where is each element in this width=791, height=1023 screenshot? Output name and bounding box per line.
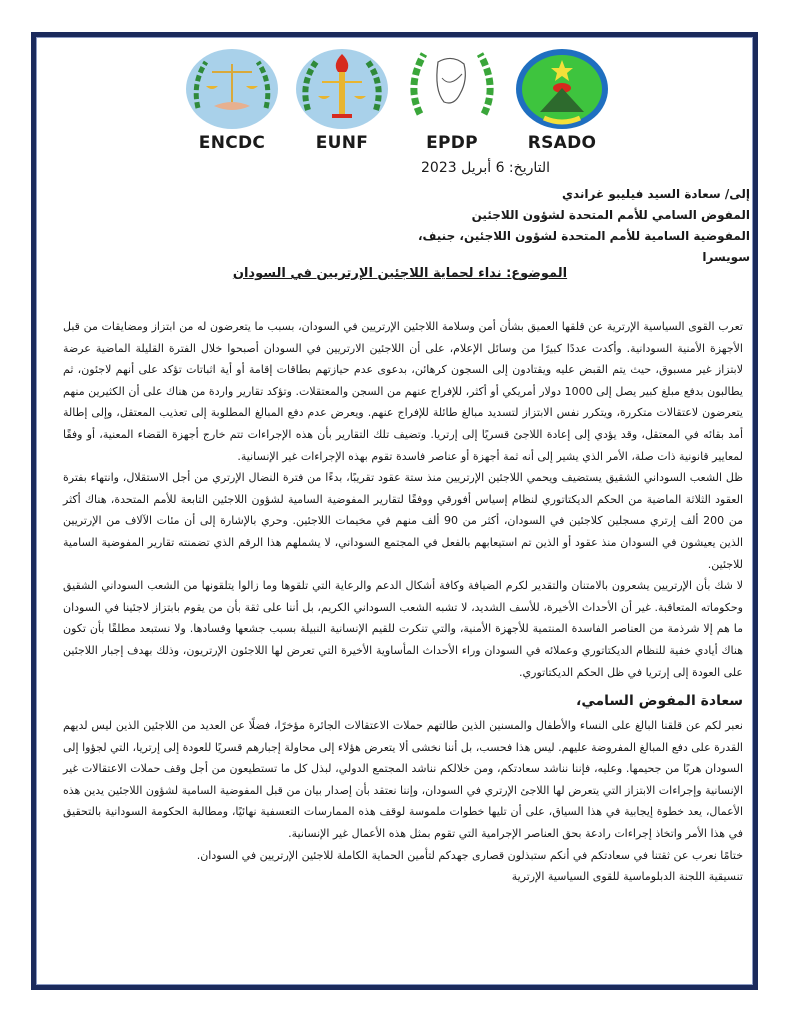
closing-paragraph: ختامًا نعرب عن ثقتنا في سعادتكم في أنكم ستبذلون قصارى جهدكم لتأمين الحماية الكاملة للاجئين الإرتريين في السودان.	[196, 848, 743, 862]
logo-label: EPDP	[426, 133, 478, 153]
recipient-address	[380, 184, 750, 268]
salutation: سعادة المفوض السامي،	[576, 693, 743, 710]
subject-text: الموضوع: نداء لحماية اللاجئين الإرتريين في السودان	[232, 266, 568, 281]
address-line: المفوضية السامية للأمم المتحدة لشؤون اللاجئين، جنيف، سويسرا	[417, 229, 750, 264]
logo-epdp	[402, 48, 502, 153]
body-paragraph: نعبر لكم عن قلقنا البالغ على النساء والأطفال والمسنين الذين طالتهم حملات الاعتقالات الجائرة مؤخرًا، فضلًا عن العديد من اللاجئين الذين ليس لديهم القدرة على دفع المبالغ المفروضة عليهم. ليس هذا فحسب، بل أننا نخشى ألا يتعرض هؤلاء إلى محاولة إجبارهم قسريًا للعودة إلى إرتريا، التي لجؤوا إلى السودان هربًا من جحيمها. وعليه، فإننا نناشد سعادتكم، ومن خلالكم نناشد المجتمع الدولي، لبذل كل ما تستطيعون من أجل وقف حملات الاعتقالات غير الإنسانية وإجراءات الابتزاز التي يتعرض لها اللاجئ الإرتري في السودان، وإننا نعتقد بأن إصدار بيان من قبل المفوضية السامية لشؤون اللاجئين يدين هذه الأعمال، يعد خطوة إيجابية في هذا السياق، على أن تليها خطوات ملموسة لوقف هذه الممارسات التعسفية نهائيًا، ومطالبة الحكومة السودانية بالتحقيق في هذا الأمر واتخاذ إجراءات رادعة بحق العناصر الإجرامية التي تقوم بمثل هذه الأعمال غير الإنسانية.	[63, 719, 743, 841]
logo-label: EUNF	[315, 133, 369, 153]
letter-date: التاريخ: 6 أبريل 2023	[421, 160, 550, 176]
logo-row	[182, 48, 622, 158]
letter-subject	[200, 266, 600, 281]
scales-handshake-wreath-emblem-icon	[184, 48, 280, 130]
logo-label: RSADO	[527, 133, 597, 153]
torch-scales-wreath-emblem-icon	[294, 48, 390, 130]
logo-eunf	[292, 48, 392, 153]
logo-rsado	[512, 48, 612, 153]
signature: تنسيقية اللجنة الدبلوماسية للقوى السياسية الإرترية	[511, 870, 743, 884]
address-line: المفوض السامي للأمم المتحدة لشؤون اللاجئين	[471, 208, 750, 222]
body-paragraph: لا شك بأن الإرتريين يشعرون بالامتنان والتقدير لكرم الضيافة وكافة أشكال الدعم والرعاية التي تلقوها وما زالوا يتلقونها من الشعب السوداني الشقيق وحكوماته المتعاقبة. غير أن الأحداث الأخيرة، للأسف الشديد، لا تشبه الشعب السوداني الكريم، بل أننا على ثقة بأن من يقوم بابتزاز لاجئينا في السودان ما هم إلا شرذمة من العناصر الفاسدة المنتمية للأجهزة الأمنية، والتي تنكرت للقيم الإنسانية النبيلة بسبب جشعها وفسادها. ولا نستبعد مطلقًا بأن تكون هناك أيادي خفية للنظام الديكتاتوري وعملائه في السودان وراء الأحداث المأساوية الأخيرة التي تعرض لها اللاجئون الإرتريون، وذلك بهدف إجبار اللاجئين على العودة إلى إرتريا في ظل الحكم الديكتاتوري.	[63, 579, 743, 679]
head-wreath-emblem-icon	[404, 48, 500, 130]
address-line: إلى/ سعادة السيد فيليبو غراندي	[561, 187, 750, 201]
body-paragraph: ظل الشعب السوداني الشقيق يستضيف ويحمي اللاجئين الإرتريين منذ ستة عقود تقريبًا، بدءًا من فترة النضال الإرتري من أجل الاستقلال، وانتهاء بفترة العقود الثلاثة الماضية من الحكم الديكتاتوري لنظام إسياس أفورقي ووفقًا لتقارير المفوضية السامية لشؤون اللاجئين التابعة للأمم المتحدة، هناك أكثر من 200 ألف إرتري مسجلين كلاجئين في السودان، أكثر من 90 ألف منهم في مخيمات اللاجئين. وحري بالإشارة إلى أن مئات الآلاف من الإرتريين الذين يعيشون في السودان منذ عقود أو الذين تم استيعابهم بالفعل في المجتمع السوداني، لا يشملهم هذا الرقم الذي تضمنته تقارير المفوضية السامية للاجئين.	[63, 471, 743, 571]
logo-label: ENCDC	[198, 133, 266, 153]
letter-body	[63, 316, 743, 888]
logo-encdc	[182, 48, 282, 153]
body-paragraph: تعرب القوى السياسية الإرترية عن قلقها العميق بشأن أمن وسلامة اللاجئين الإرتريين في السودان، بسبب ما يتعرضون له من ابتزاز ومضايقات من قبل الأجهزة الأمنية السودانية. وأكدت عددًا كبيرًا من وسائل الإعلام، على أن اللاجئين الارتريين في السودان أصبحوا خلال الفترة القليلة الماضية عرضة لابتزاز غير مسبوق، حيث يتم القبض عليه ويقتادون إلى السجون كرهائن، بدعوى عدم حيازتهم بطاقات إقامة أو أية اثباتات تؤكد على أنهم لاجئون، ثم يطالبون بدفع مبلغ كبير يصل إلى 1000 دولار أمريكي أو أكثر، للإفراج عنهم من السجن والمعتقلات. وتؤكد تقارير واردة من هناك على أن الكثيرين منهم يتعرضون لاعتقالات متكررة، ويتكرر نفس الابتزاز لتسديد مبالغ طائلة للإفراج عنهم. ويعرض عدم دفع المبالغ المطلوبة إلى تعذيب المعتقل، وإلى إطالة أمد بقائه في المعتقل، وقد يؤدي إلى إعادة اللاجئ قسريًا إلى إرتريا. وتضيف تلك التقارير بأن هذه الإجراءات تتم خارج أجهزة القضاء المعنية، أو وفقًا لمعايير قانونية ذات صلة، الأمر الذي يشير إلى أنه ثمة أجهزة أو عناصر فاسدة تقوم بهذه الإجراءات غير الإنسانية.	[63, 320, 743, 463]
star-torch-pyramid-emblem-icon	[514, 48, 610, 130]
